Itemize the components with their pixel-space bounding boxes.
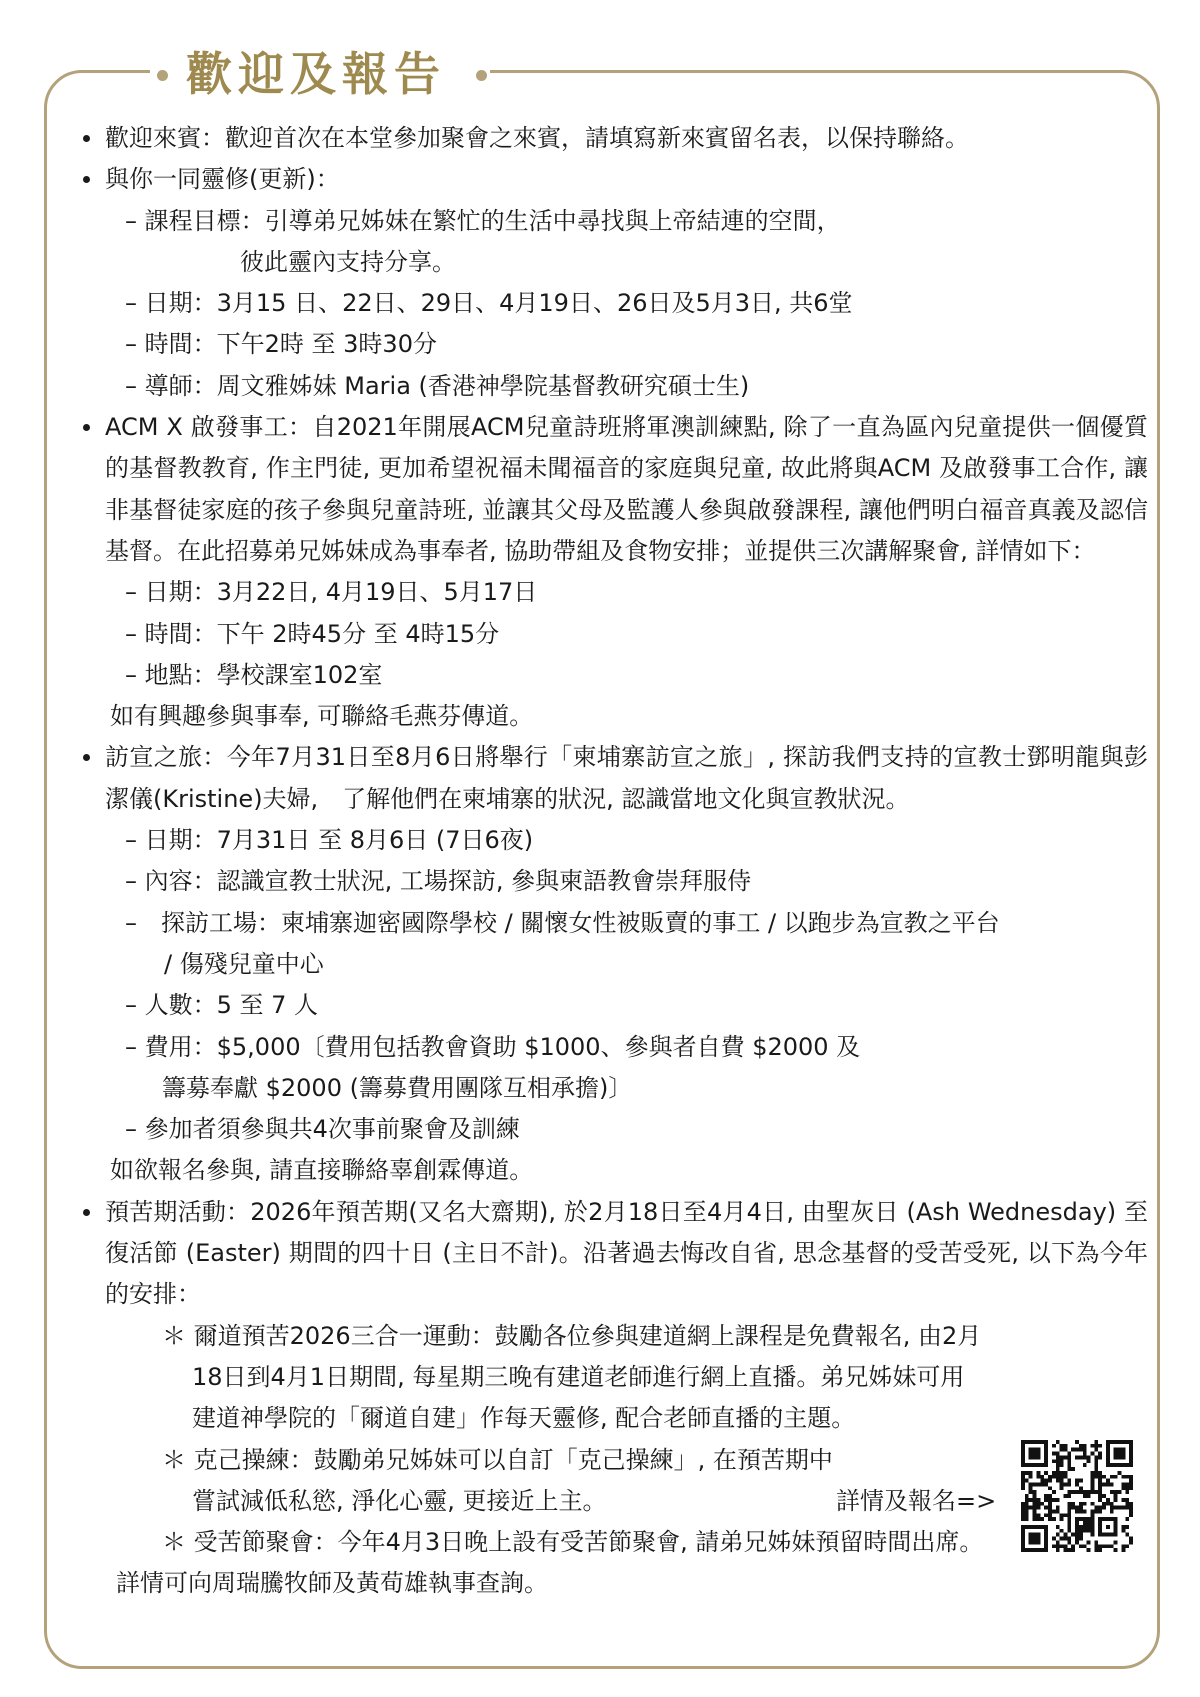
- title-dot-right: [476, 70, 487, 81]
- lent-item-2-text: 嘗試減低私慾, 淨化心靈, 更接近上主。: [192, 1486, 607, 1515]
- acm-time: – 時間：下午 2時45分 至 4時15分: [125, 619, 500, 648]
- mission-people: – 人數：5 至 7 人: [125, 991, 319, 1020]
- retreat-time: – 時間：下午2時 至 3時30分: [125, 330, 437, 359]
- lent-item-2: ＊ 克己操練：鼓勵弟兄姊妹可以自訂「克己操練」, 在預苦期中: [162, 1445, 833, 1474]
- lent-contact: 詳情可向周瑞騰牧師及黃荀雄執事查詢。: [116, 1569, 548, 1598]
- mission-content: – 內容：認識宣教士狀況, 工場探訪, 參與柬語教會崇拜服侍: [125, 867, 752, 896]
- mission-training: – 參加者須參與共4次事前聚會及訓練: [125, 1115, 520, 1144]
- mission-date: – 日期：7月31日 至 8月6日 (7日6夜): [125, 826, 534, 855]
- mission-visit: – 探訪工場：柬埔寨迦密國際學校 / 關懷女性被販賣的事工 / 以跑步為宣教之平台: [125, 908, 1000, 937]
- mission-contact: 如欲報名參與, 請直接聯絡辜創霖傳道。: [110, 1156, 534, 1185]
- qr-label: 詳情及報名=>: [836, 1486, 997, 1515]
- lent-item-1-cont2: 建道神學院的「爾道自建」作每天靈修, 配合老師直播的主題。: [192, 1404, 856, 1433]
- lent-paragraph: 預苦期活動：2026年預苦期(又名大齋期), 於2月18日至4月4日, 由聖灰日 (Ash Wednesday) 至復活節 (Easter) 期間的四十日 (主日不計)。沿著過去悔改自省, 思念基督的受苦受死, 以下為今年的安排：: [78, 1192, 1148, 1316]
- mission-fee-cont: 籌募奉獻 $2000 (籌募費用團隊互相承擔)〕: [162, 1073, 633, 1102]
- retreat-date: – 日期：3月15 日、22日、29日、4月19日、26日及5月3日, 共6堂: [125, 289, 853, 318]
- qr-code-icon[interactable]: [1021, 1440, 1133, 1552]
- lent-item-2-cont: [78, 1481, 1148, 1522]
- mission-visit-cont: / 傷殘兒童中心: [164, 949, 324, 978]
- acm-date: – 日期：3月22日, 4月19日、5月17日: [125, 578, 538, 607]
- lent-item-3: ＊ 受苦節聚會：今年4月3日晚上設有受苦節聚會, 請弟兄姊妹預留時間出席。: [162, 1528, 984, 1557]
- acm-place: – 地點：學校課室102室: [125, 660, 383, 689]
- retreat-goal: – 課程目標：引導弟兄姊妹在繁忙的生活中尋找與上帝結連的空間，: [125, 206, 841, 235]
- retreat-mentor: – 導師：周文雅姊妹 Maria (香港神學院基督教研究碩士生): [125, 371, 750, 400]
- retreat-heading: 與你一同靈修(更新)：: [78, 159, 1148, 200]
- mission-paragraph: 訪宣之旅：今年7月31日至8月6日將舉行「柬埔寨訪宣之旅」, 探訪我們支持的宣教士鄧明龍與彭潔儀(Kristine)夫婦, 了解他們在柬埔寨的狀況, 認識當地文化與宣教狀況。: [78, 737, 1148, 820]
- mission-fee: – 費用：$5,000〔費用包括教會資助 $1000、參與者自費 $2000 及: [125, 1032, 861, 1061]
- acm-paragraph: ACM X 啟發事工：自2021年開展ACM兒童詩班將軍澳訓練點, 除了一直為區內兒童提供一個優質的基督教教育, 作主門徒, 更加希望祝福未聞福音的家庭與兒童, 故此將與ACM 及啟發事工合作, 讓非基督徒家庭的孩子參與兒童詩班, 並讓其父母及監護人參與啟發課程, 讓他們明白福音真義及認信基督。在此招募弟兄姊妹成為事奉者, 協助帶組及食物安排；並提供三次講解聚會, 詳情如下：: [78, 407, 1148, 572]
- title-dot-left: [157, 70, 168, 81]
- welcome-item: 歡迎來賓：歡迎首次在本堂參加聚會之來賓，請填寫新來賓留名表，以保持聯絡。: [78, 118, 1148, 159]
- acm-contact: 如有興趣參與事奉, 可聯絡毛燕芬傳道。: [110, 702, 534, 731]
- page-title: 歡迎及報告: [186, 47, 446, 101]
- announcement-list: [78, 118, 1148, 1605]
- lent-item-1: ＊ 爾道預苦2026三合一運動：鼓勵各位參與建道網上課程是免費報名, 由2月: [162, 1321, 982, 1350]
- lent-item-1-cont: 18日到4月1日期間, 每星期三晚有建道老師進行網上直播。弟兄姊妹可用: [192, 1362, 965, 1391]
- retreat-goal-cont: 彼此靈內支持分享。: [240, 247, 456, 276]
